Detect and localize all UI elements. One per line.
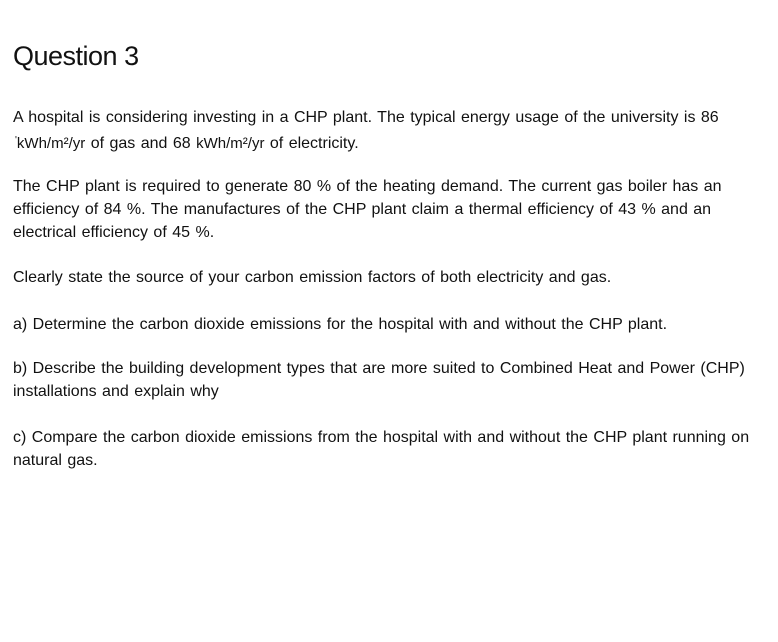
requirements-paragraph: The CHP plant is required to generate 80 % of the heating demand. The current gas boiler has an efficiency of 84 %. The manufactures of the CHP plant claim a thermal efficiency of 43 % and an electrical efficiency of 45 %.: [13, 178, 722, 241]
intro-electricity-value: of gas and 68: [90, 135, 191, 152]
intro-line-1: A hospital is considering investing in a CHP plant. The typical energy usage of the university: [13, 109, 679, 126]
intro-gas-value: is 86: [683, 109, 719, 126]
electricity-unit: kWh/m²/yr: [196, 135, 265, 152]
intro-electricity-label: of electricity.: [269, 135, 359, 152]
part-c: c) Compare the carbon dioxide emissions from the hospital with and without the CHP plant running on natural gas.: [13, 429, 750, 469]
intro-paragraph: [13, 106, 768, 155]
part-b: b) Describe the building development types that are more suited to Combined Heat and Power (CHP) installations and explain why: [13, 360, 745, 400]
question-title: Question 3: [13, 41, 139, 71]
gas-unit: kWh/m²/yr: [16, 135, 86, 152]
tick-mark: ': [15, 135, 17, 146]
part-a: a) Determine the carbon dioxide emissions for the hospital with and without the CHP plant.: [13, 316, 668, 333]
instruction-paragraph: Clearly state the source of your carbon emission factors of both electricity and gas.: [13, 269, 612, 286]
